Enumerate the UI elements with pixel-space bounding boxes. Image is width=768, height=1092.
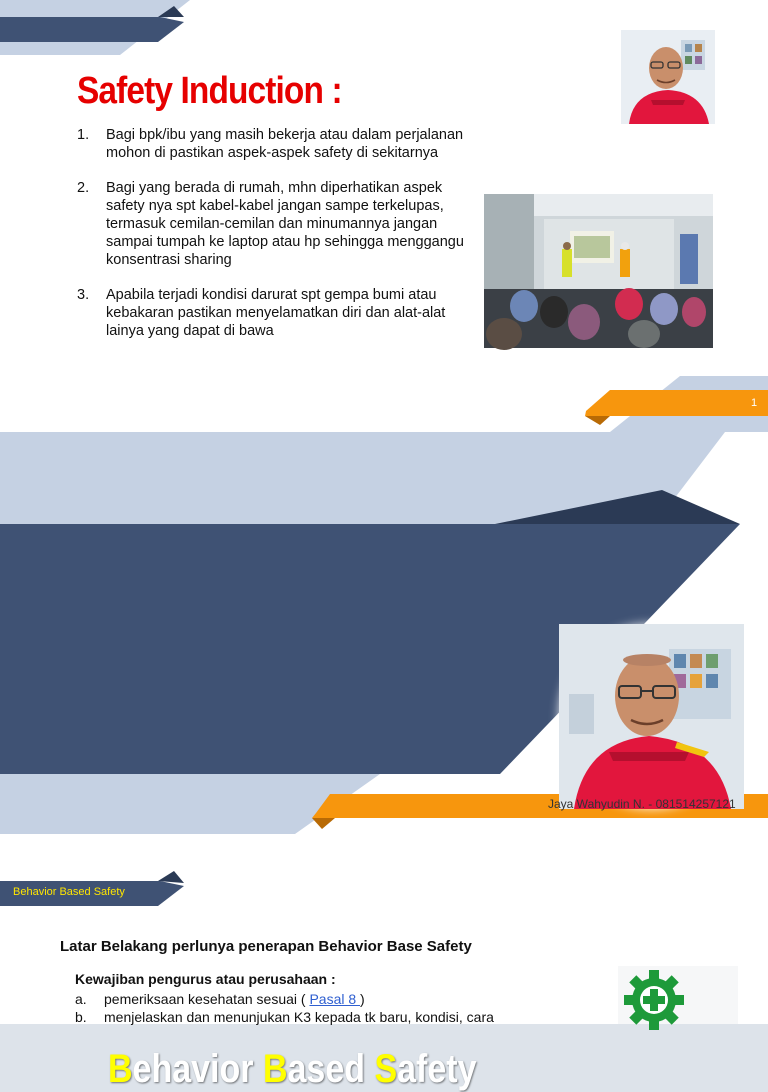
list-item: [77, 179, 467, 269]
slide-safety-induction: [0, 0, 768, 432]
list-item: [77, 126, 467, 162]
item-text: pemeriksaan kesehatan sesuai (: [104, 991, 310, 1007]
title-letter-s: S: [374, 1047, 398, 1091]
title-word: ased: [287, 1047, 375, 1091]
list-item: [75, 990, 494, 1008]
presenter-photo: [621, 30, 715, 124]
title-word: afety: [397, 1047, 477, 1091]
item-number: 1.: [77, 127, 90, 143]
presenter-photo-large: [559, 624, 744, 809]
item-text-end: ): [360, 991, 365, 1007]
item-letter: b.: [75, 1009, 87, 1025]
section-label: Behavior Based Safety: [13, 886, 125, 898]
list-item: [77, 286, 467, 340]
title-letter-b: B: [108, 1047, 133, 1091]
item-number: 2.: [77, 180, 90, 196]
item-text: Bagi bpk/ibu yang masih bekerja atau dalam perjalanan mohon di pastikan aspek-aspek safety di sekitarnya: [106, 127, 464, 161]
presentation-title: [108, 1047, 477, 1092]
k3-logo-panel: [618, 966, 738, 1024]
page-number: 1: [751, 397, 758, 409]
item-text: menjelaskan dan menunjukan K3 kepada tk baru, kondisi, cara: [104, 1009, 494, 1025]
item-text: Apabila terjadi kondisi darurat spt gempa bumi atau kebakaran pastikan menyelamatkan diri dan alat-alat lainya yang dapat di bawa: [106, 287, 446, 339]
item-number: 3.: [77, 287, 90, 303]
slide-title: Safety Induction :: [77, 70, 342, 112]
slide-latar-belakang: [0, 864, 768, 1024]
section-heading: Latar Belakang perlunya penerapan Behavior Base Safety: [60, 938, 472, 955]
classroom-photo: [484, 194, 713, 348]
instruction-list: [77, 126, 467, 357]
section-subheading: Kewajiban pengurus atau perusahaan :: [75, 971, 336, 987]
k3-gear-icon: [618, 966, 738, 1024]
pasal-link[interactable]: Pasal 8: [309, 991, 361, 1007]
item-letter: a.: [75, 991, 87, 1007]
list-item: [75, 1008, 494, 1026]
obligation-list: [75, 990, 494, 1026]
item-text: Bagi yang berada di rumah, mhn diperhatikan aspek safety nya spt kabel-kabel jangan sampe terkelupas, termasuk cemilan-cemilan dan minumannya jangan sampai tumpah ke laptop atau hp sehingga menggangu konsentrasi sharing: [106, 180, 464, 268]
author-contact: Jaya Wahyudin N. - 081514257121: [548, 797, 736, 811]
title-letter-b: B: [262, 1047, 288, 1091]
title-word: ehavior: [132, 1047, 263, 1091]
